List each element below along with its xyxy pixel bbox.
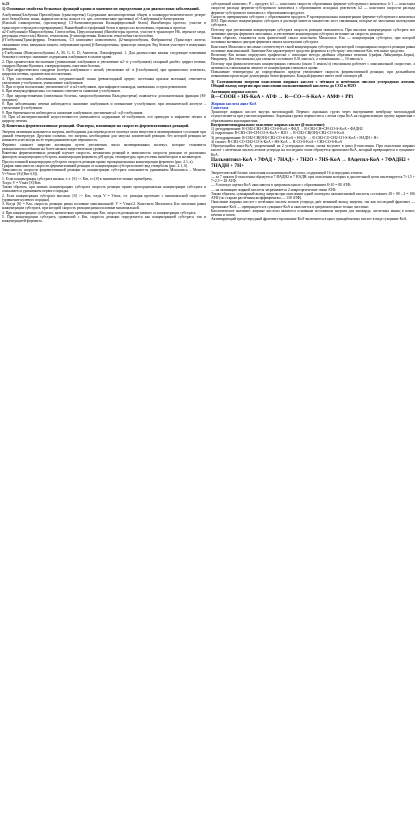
paragraph: 10. При α1-антитрипсиновой недостаточности уменьшается содержание α1-глобулинов, что приводит к эмфиземе лёгких и циррозу печени. (2, 114, 206, 124)
paragraph: Константа Михаэлиса численно соответствует такой концентрации субстрата, при которой стационарная скорость реакции равна половине максимальной. Значение Km характеризует сродство фермента к субстрату: чем меньше Km, тем выше сродство. (211, 44, 415, 53)
paragraph: 6. При иммунодефицитных состояниях отмечается снижение γ-глобулинов. (2, 89, 121, 94)
paragraph: Биологическое значение: жирные кислоты являются основным источником энергии для миокарда, скелетных мышц в покое, печени и почек. (211, 208, 415, 218)
paragraph: 8. При заболеваниях печени наблюдается снижение альбуминов и повышение γ-глобулинов; при механической желтухе – увеличение β-глобулинов. (2, 102, 206, 111)
paragraph: (Кислый гликопротеин, (орозомукоид) Сl-Антихимотрипсин Кальцифероловый белок) Ингибиторы протеаз, участие в транспорте стероидов и превращении). Важнейший острофазный белок в процессах воспаления, гормоны и протеаз; (2, 21, 206, 30)
paragraph: 9. При беременности наблюдается снижение альбуминов, увеличение α2- и β-глобулинов. (2, 110, 144, 115)
paragraph: Кинетика ферментативных реакций изучает скорость, механизмы реакций и зависимость скорости реакции от различных факторов: концентрации субстрата, концентрации фермента, pH среды, температуры, присутствия ингибиторов и активаторов. (2, 151, 206, 160)
transport-paragraph: Транспорт жирных кислот внутрь митохондрий. Перенос ацильных групп через внутреннюю мембрану митохондрий осуществляется при участии карнитина. Ацильная группа переносится с атома серы КоА на гидроксильную группу карнитина с образованием ацилкарнитина. (211, 110, 415, 123)
palmitoyl-equation: Пальмитоил-КоА + 7ФАД + 7НАД+ + 7H2O + 7HS-KoA → 8Ацетил-КоА + 7ФАДН2 + 7НАДН + 7H+ (211, 156, 411, 169)
activation-equation: R—COOH + HS-KoA + АТФ → R—CO—S-KoA + АМФ + PPi (211, 93, 354, 100)
paragraph: 4. При системных заболеваниях соединительной ткани (ревматоидный артрит, системная красная волчанка) отмечается увеличение γ-глобулинов, уменьшение альбуминов. (2, 76, 206, 85)
paragraph: Энергетический баланс окисления пальмитиновой кислоты, содержащей 16 углеродных атомов: (211, 170, 363, 175)
question-2-title: 2) Кинетика ферментативных реакций. Факторы, влияющие на скорость ферментативных реакций. (2, 123, 190, 129)
ticket-number: №23 (2, 2, 10, 6)
paragraph: 7. При парапротеинемии (миеломная болезнь, макроглобулинемия Вальденстрема) появляется дополнительная фракция (М-градиент). (2, 93, 206, 102)
activation-label: Активация жирных кислот. (211, 89, 258, 94)
paragraph: 1. Если концентрация субстрата низкая, т. е. [S] << Km, то [S] в знаменателе можно пренебречь. (2, 176, 153, 181)
paragraph: Величину Km можно определить графически с помощью метода двойных обратных величин (график Лайнуивера–Берка). Например, Km гексокиназы для глюкозы составляет 0,01 ммоль/л, а глюкокиназы — 10 ммоль/л. (211, 53, 415, 62)
summary-paragraph: Образующийся ацил-КоА, укороченный на 2 углеродных атома, снова вступает в цикл β-окисления. При окислении жирных кислот с нечётным числом атомов углерода на последнем этапе образуется пропионил-КоА, который превращается в сукцинил-КоА. (211, 144, 415, 157)
paragraph: — за 7 циклов β-окисления образуется 7 ФАДН2 и 7 НАДН, при окислении которых в дыхательной цепи синтезируется 7×1,5 + 7×2,5 = 28 АТФ; (211, 174, 415, 184)
paragraph: Таким образом, при низких концентрациях субстрата скорость реакции прямо пропорциональна концентрации субстрата и описывается уравнением первого порядка. (2, 185, 206, 194)
paragraph: Скорость превращения субстрата с образованием продукта P пропорциональна концентрации фермент-субстратного комплекса [ES]. При малых концентрациях субстрата в растворе имеется множество мест связывания, которые не заполнены молекулами субстрата. (211, 14, 415, 28)
paragraph: Окисление жирных кислот с нечётным числом атомов углерода даёт меньший выход энергии, так как последний фрагмент — пропионил-КоА — превращается в сукцинил-КоА и окисляется в цитратном цикле только частично. (211, 200, 415, 209)
paragraph: График зависимости скорости ферментативной реакции от концентрации субстрата имеет вид гиперболы (рис. 2.1, б). (2, 163, 189, 168)
paragraph: Повышение температуры до определённого предела увеличивает скорость ферментативной реакции; при дальнейшем повышении происходит денатурация белка-фермента. Каждый фермент имеет свой оптимум pH. (211, 70, 415, 79)
paragraph: субстратный комплекс; P – продукт; k1 — константа скорости образования фермент-субстратного комплекса; k-1 — константа скорости распада фермент-субстратного комплекса с образованием исходных реагентов; k2 — константа скорости распада фермент-субстратного комплекса с образованием продукта. (211, 2, 415, 15)
reaction-step: 1) дегидрирование: R-CH2-CH2-CH2-CO-S-KoA + ФАД → R-CH2-CH=CH-CO-S-KoA + ФАДН2 (211, 127, 363, 132)
paragraph: Поэтому при физиологических концентрациях глюкозы (около 5 ммоль/л) гексокиназа работает с максимальной скоростью, а активность глюкокиназы зависит от концентрации глюкозы в крови. (211, 61, 415, 70)
paragraph: Энергия активации называется энергия, необходимая для перевода всех молекул моля вещества в активированное состояние при данной температуре. Другими словами, это энергия, необходимая для запуска химической реакции, без которой реакция не начинается несмотря на ее термодинамическую вероятность. (2, 129, 206, 143)
paragraph: Таким образом, становится ясен физический смысл константы Михаэлиса: Km — концентрация субстрата, при которой половина активных центров фермента занята молекулами субстрата. (211, 36, 415, 45)
acyl-label: Жирная кислота ацил-КоА (211, 101, 257, 106)
footer-paragraph: Активирующий трехуглеродный фрагмент-пропионил-КоА-включается в цикл трикарбоновых кислот в виде сукцинил-КоА. (211, 217, 408, 222)
paragraph: Зависимость скорости ферментативной реакции от концентрации субстрата описывается уравнением Михаэлиса – Ментен: V=Vmax·[S]/(Km+[S]). (2, 168, 206, 177)
paragraph: 5. При остром воспалении: увеличение α1- и α2-глобулинов, при инфаркте миокарда, пневмонии, остром ревматизме. (2, 85, 188, 90)
question-1-title: 1) Основные свойства белковых функций крови и значение их определения для диагностики заболеваний. (2, 6, 200, 12)
paragraph: β-Глобулины(Трансферрин, Гемопексин, С3 компонент комплемента, β2-микроглобулин, Фибриноген) (Транспорт железа, связывание гема, иммунная защита, свёртывание крови) β-Липопротеины, транспорт липидов. Ряд белков участвует в иммунных реакциях. (2, 38, 206, 51)
paragraph: α2-Глобулины(α-Макроглобулин, Гаптоглобин, Церулоплазмин) (Ингибиторы протеаз, участие в транспорте Hb, переносе меди, регуляции гемостаза) Железо, гемопексин, β-липопротеины. Комплекс гемоглобин-гаптоглобин. (2, 29, 206, 39)
paragraph: При постоянной концентрации субстрата скорость реакции прямо пропорциональна концентрации фермента (рис. 2.1, а). (2, 159, 194, 164)
paragraph: 3. При нефротическом синдроме (потеря альбуминов с мочой, увеличение α2- и β-глобулинов), при хронических гепатитах, циррозах печени, хронических воспалениях. (2, 68, 206, 77)
reaction-step: 4) тиолиз: R-CH2-CO-CH2-CO-S-KoA + HS-KoA → R-CO-S-KoA + CH3-CO-S-KoA (211, 139, 343, 144)
paragraph: Таким образом, суммарный выход энергии при окислении одной молекулы пальмитиновой кислоты составляет 28 + 80 – 2 = 106 АТФ (по старым расчётным коэффициентам — 130 АТФ). (211, 191, 415, 201)
paragraph: — 8 молекул ацетил-КоА окисляются в цитратном цикле с образованием 8×10 = 80 АТФ; (211, 183, 352, 188)
beta-oxidation-title: Внутримитохондриальное окисление жирных кислот (β-окисление): (211, 122, 326, 127)
paragraph: 4. При концентрациях субстрата, значительно превышающих Km, скорость реакции не зависит от концентрации субстрата. (2, 210, 197, 215)
paragraph: 3. Когда [S] = Km, скорость реакции равна половине максимальной: V = Vmax/2. Константа Михаэлиса Km численно равна концентрации субстрата, при которой скорость реакции равна половине максимальной. (2, 202, 206, 211)
paragraph: 2. При хроническом воспалении (уменьшение альбуминов и увеличение α2- и γ-глобулинов) сахарный диабет, цирроз печени, синдром Иценко-Кушинга, гиперкортицизм, ожоговая болезнь. (2, 59, 206, 68)
left-column (2, 2, 206, 836)
synthetase-label: Синтетаза (211, 105, 229, 110)
reaction-step: 2) гидратация: R-CH2-CH=CH-CO-S-KoA + H2O → R-CH2-CH(OH)-CH2-CO-S-KoA (211, 131, 345, 136)
paragraph: Фермент снижает энергию активации путем увеличения числа активированных молекул, которые становятся реакционноспособными на более низком энергетическом уровне. (2, 142, 206, 151)
reaction-step: 3) дегидрирование: R-CH2-CH(OH)-CH2-CO-S-KoA + НАД+ → R-CH2-CO-CH2-CO-S-KoA + НАДН + H+ (211, 135, 379, 140)
paragraph: 2. Если концентрация субстрата высокая: [S] >> Km, тогда V = Vmax, т.е. реакция протекает с максимальной скоростью (уравнение нулевого порядка). (2, 193, 206, 202)
paragraph: γ-Глобулины (Иммуноглобулины А, М, G, E, D; Антитела, Лактоферрин). 1. Для диагностики важны следующие изменения белкового спектра: снижение содержания альбуминов в плазме крови (2, 51, 206, 60)
paragraph: 5. При концентрации субстрата, сравнимой с Km, скорость реакции определяется как концентрацией субстрата, так и концентрацией фермента. (2, 214, 206, 224)
right-column (211, 2, 415, 836)
paragraph: — на активацию жирной кислоты затрачивается 2 макроэргические связи АТФ. (211, 187, 337, 192)
paragraph: Поэтому при увеличении концентрации субстрата скорость реакции повышается. При высоких концентрациях субстрата все активные центры фермента заполнены, и увеличение концентрации субстрата не влияет на скорость реакции. (211, 27, 415, 36)
paragraph: Тогда: V = Vmax·[S]/Km. (2, 180, 42, 185)
paragraph: Альбумины(Альбумин Преальбумин (транстиретин) Содержание аполипопротеина общем и холинорро-ионотического резерв-ного белка(белки, ионы, жирные кислоты, ионы в т.ч. цис, изоглюкозные протеины) α1-Альбумины(α-Антитрипсин (2, 12, 206, 22)
question-3-title: 3) Соотношения энергии окисления жирных кислот с чётным и нечётным числом углеродных атомов. Общий выход энергии при окислении пальмитиновой кислоты до CO2 и H2O (211, 78, 415, 89)
